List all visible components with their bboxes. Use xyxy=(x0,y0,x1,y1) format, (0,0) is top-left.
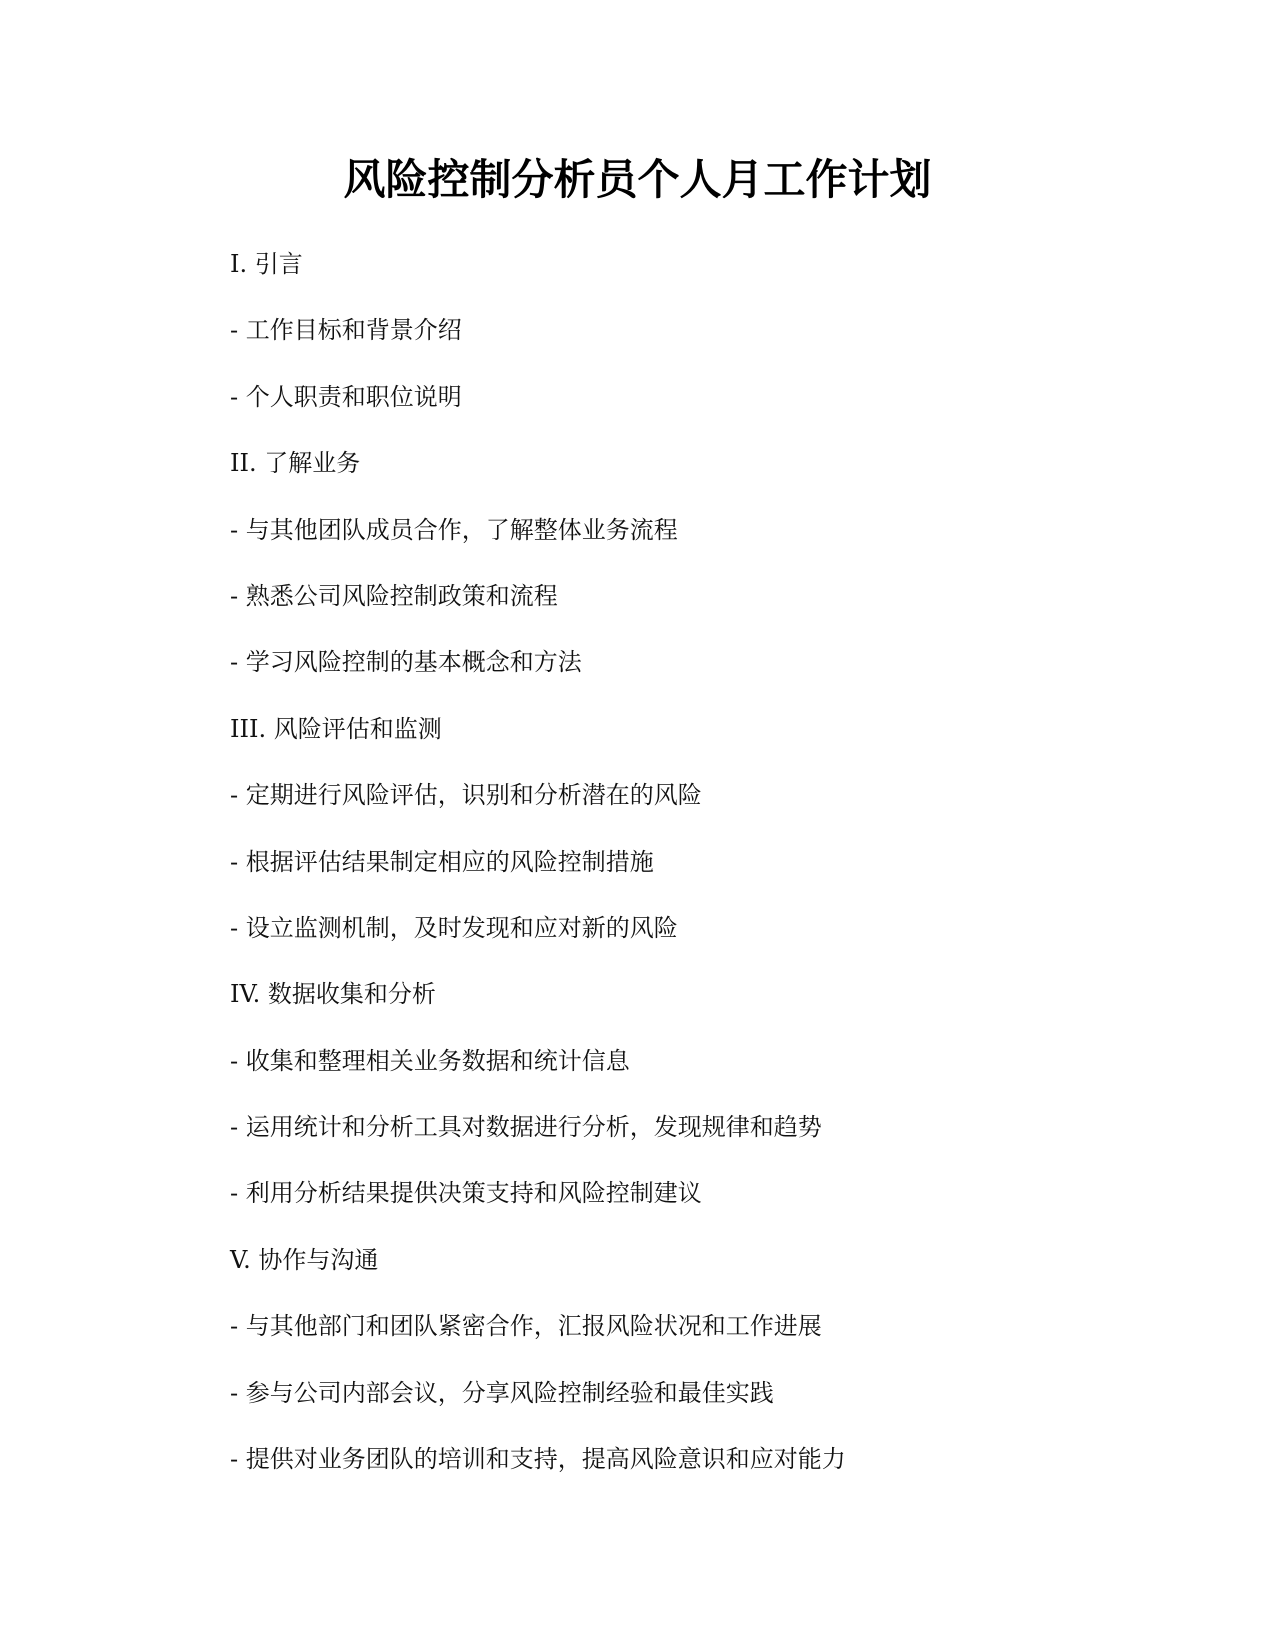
document-title: 风险控制分析员个人月工作计划 xyxy=(343,155,932,204)
list-item: - 学习风险控制的基本概念和方法 xyxy=(230,648,582,677)
list-item: - 参与公司内部会议，分享风险控制经验和最佳实践 xyxy=(230,1378,774,1407)
list-item: - 设立监测机制，及时发现和应对新的风险 xyxy=(230,913,678,942)
list-item: - 熟悉公司风险控制政策和流程 xyxy=(230,581,558,610)
document-body xyxy=(230,248,1130,1509)
list-item: - 利用分析结果提供决策支持和风险控制建议 xyxy=(230,1179,702,1208)
list-item: - 工作目标和背景介绍 xyxy=(230,316,462,345)
section-heading: II. 了解业务 xyxy=(230,449,361,478)
list-item: - 提供对业务团队的培训和支持，提高风险意识和应对能力 xyxy=(230,1445,846,1474)
section-heading: I. 引言 xyxy=(230,250,303,278)
list-item: - 与其他团队成员合作，了解整体业务流程 xyxy=(230,515,678,544)
list-item: - 个人职责和职位说明 xyxy=(230,382,462,411)
section-heading: III. 风险评估和监测 xyxy=(230,714,442,743)
list-item: - 根据评估结果制定相应的风险控制措施 xyxy=(230,847,654,876)
list-item: - 收集和整理相关业务数据和统计信息 xyxy=(230,1046,630,1075)
section-heading: IV. 数据收集和分析 xyxy=(230,980,436,1009)
list-item: - 定期进行风险评估，识别和分析潜在的风险 xyxy=(230,781,702,810)
section-heading: V. 协作与沟通 xyxy=(230,1245,379,1274)
list-item: - 与其他部门和团队紧密合作，汇报风险状况和工作进展 xyxy=(230,1312,822,1341)
list-item: - 运用统计和分析工具对数据进行分析，发现规律和趋势 xyxy=(230,1113,822,1142)
